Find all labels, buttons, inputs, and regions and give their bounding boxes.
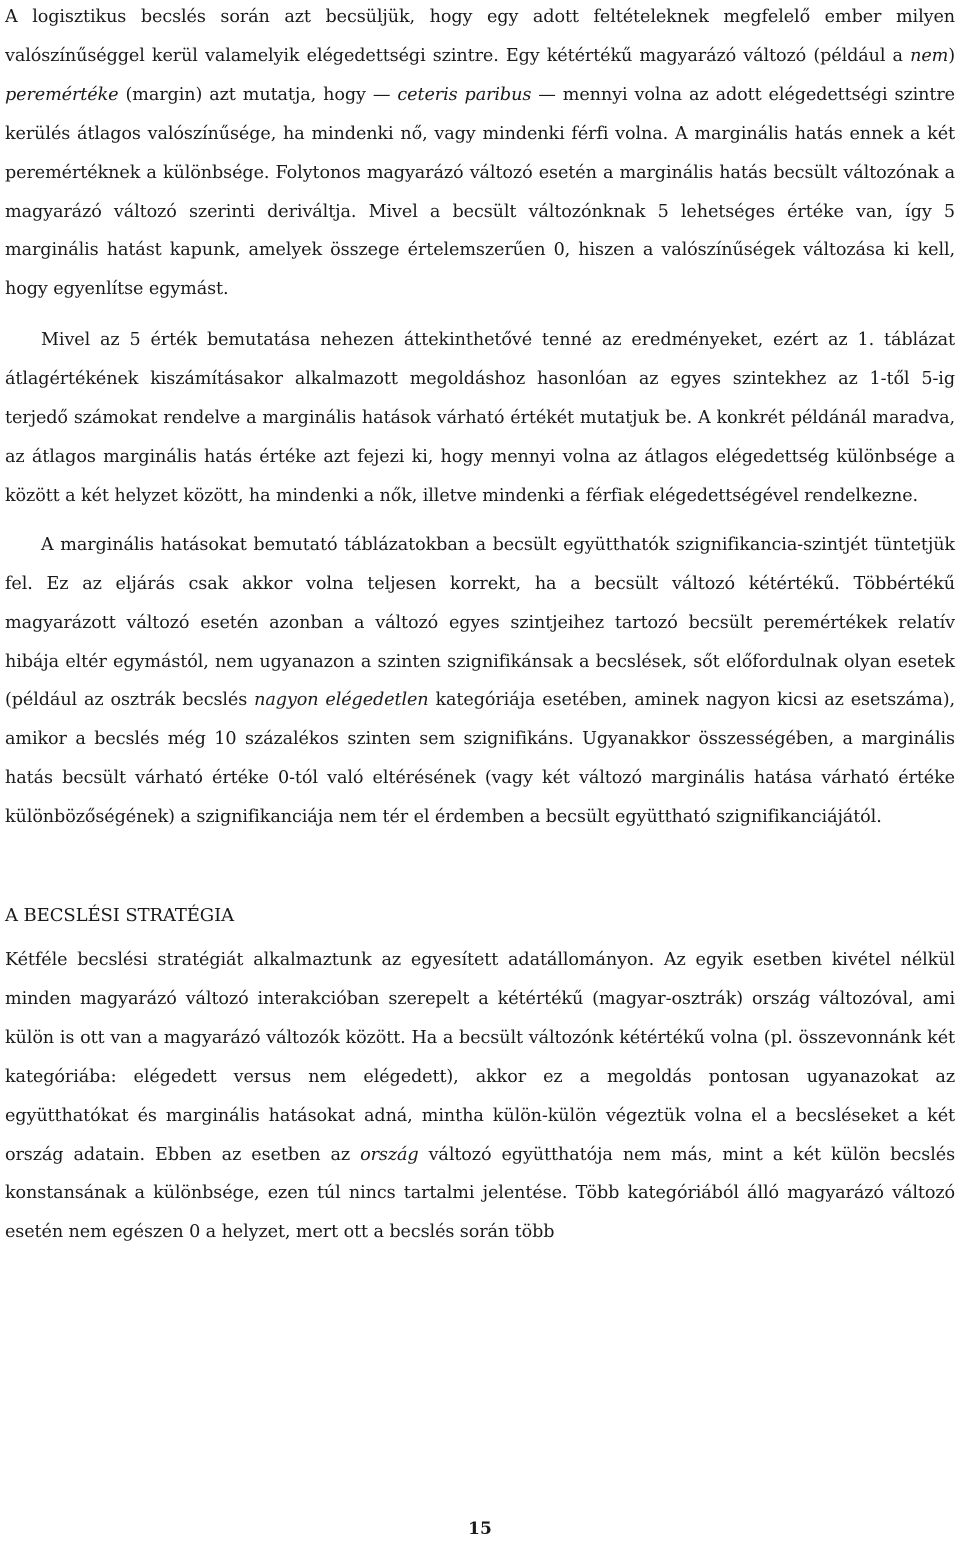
italic-term: nagyon elégedetlen [254, 690, 429, 711]
paragraph-expected-value [5, 321, 955, 516]
paragraph-significance [5, 526, 955, 837]
italic-term: nem [910, 45, 949, 66]
paragraph-marginal-effects-intro [5, 0, 955, 309]
section-heading: A BECSLÉSI STRATÉGIA [5, 905, 234, 927]
text-run: — mennyi volna az adott elégedettségi szintre kerülés átlagos valószínűsége, ha mindenki nő, vagy mindenki férfi volna. A marginális hatás ennek a két peremértéknek a különbsége. Folytonos magyarázó változó esetén a marginális hatás becsült változónak a magyarázó változó szerinti deriváltja. Mivel a becsült változónknak 5 lehetséges értéke van, így 5 marginális hatást kapunk, amelyek összege értelemszerűen 0, hiszen a valószínűségek változása ki kell, hogy egyenlítse egymást. [5, 84, 955, 300]
text-run: kategóriája esetében, aminek nagyon kicsi az esetszáma), amikor a becslés még 10 százalékos szinten sem szignifikáns. Ugyanakkor összességében, a marginális hatás becsült várható értéke 0-tól való eltérésének (vagy két változó marginális hatása várható értéke különbözőségének) a szignifikanciája nem tér el érdemben a becsült együttható szignifikanciájától. [5, 690, 955, 828]
italic-term: peremértéke [5, 84, 119, 105]
italic-term: ceteris paribus [397, 84, 532, 105]
text-run: változó együtthatója nem más, mint a két külön becslés konstansának a különbsége, ezen túl nincs tartalmi jelentése. Több kategóriából álló magyarázó változó esetén nem egészen 0 a helyzet, mert ott a becslés során több [5, 1144, 955, 1243]
italic-term: ország [360, 1144, 419, 1165]
paragraph-estimation-strategy [5, 941, 955, 1252]
text-run: A marginális hatásokat bemutató táblázatokban a becsült együtthatók szignifikancia-szintjét tüntetjük fel. Ez az eljárás csak akkor volna teljesen korrekt, ha a becsült változó kétértékű. Többértékű magyarázott változó esetén azonban a változó egyes szintjeihez tartozó becsült peremértékek relatív hibája eltér egymástól, nem ugyanazon a szinten szignifikánsak a becslések, sőt előfordulnak olyan esetek (például az osztrák becslés [5, 534, 955, 711]
text-run: (margin) azt mutatja, hogy — [118, 84, 398, 105]
text-run: Kétféle becslési stratégiát alkalmaztunk az egyesített adatállományon. Az egyik esetben kivétel nélkül minden magyarázó változó interakcióban szerepelt a kétértékű (magyar-osztrák) ország változóval, ami külön is ott van a magyarázó változók között. Ha a becsült változónk kétértékű volna (pl. összevonnánk két kategóriába: elégedett versus nem elégedett), akkor ez a megoldás pontosan ugyanazokat az együtthatókat és marginális hatásokat adná, mintha külön-külön végeztük volna el a becsléseket a két ország adatain. Ebben az esetben az [5, 950, 955, 1165]
text-run: ) [948, 45, 955, 66]
text-run: Mivel az 5 érték bemutatása nehezen áttekinthetővé tenné az eredményeket, ezért az 1. táblázat átlagértékének kiszámításakor alkalmazott megoldáshoz hasonlóan az egyes szintekhez az 1-től 5-ig terjedő számokat rendelve a marginális hatások várható értékét mutatjuk be. A konkrét példánál maradva, az átlagos marginális hatás értéke azt fejezi ki, hogy mennyi volna az átlagos elégedettség különbsége a között a két helyzet között, ha mindenki a nők, illetve mindenki a férfiak elégedettségével rendelkezne. [5, 330, 955, 506]
text-run: A logisztikus becslés során azt becsüljük, hogy egy adott feltételeknek megfelelő ember milyen valószínűséggel kerül valamelyik elégedettségi szintre. Egy kétértékű magyarázó változó (például a [5, 7, 955, 66]
page-number: 15 [468, 1519, 492, 1539]
document-page [5, 0, 955, 1252]
